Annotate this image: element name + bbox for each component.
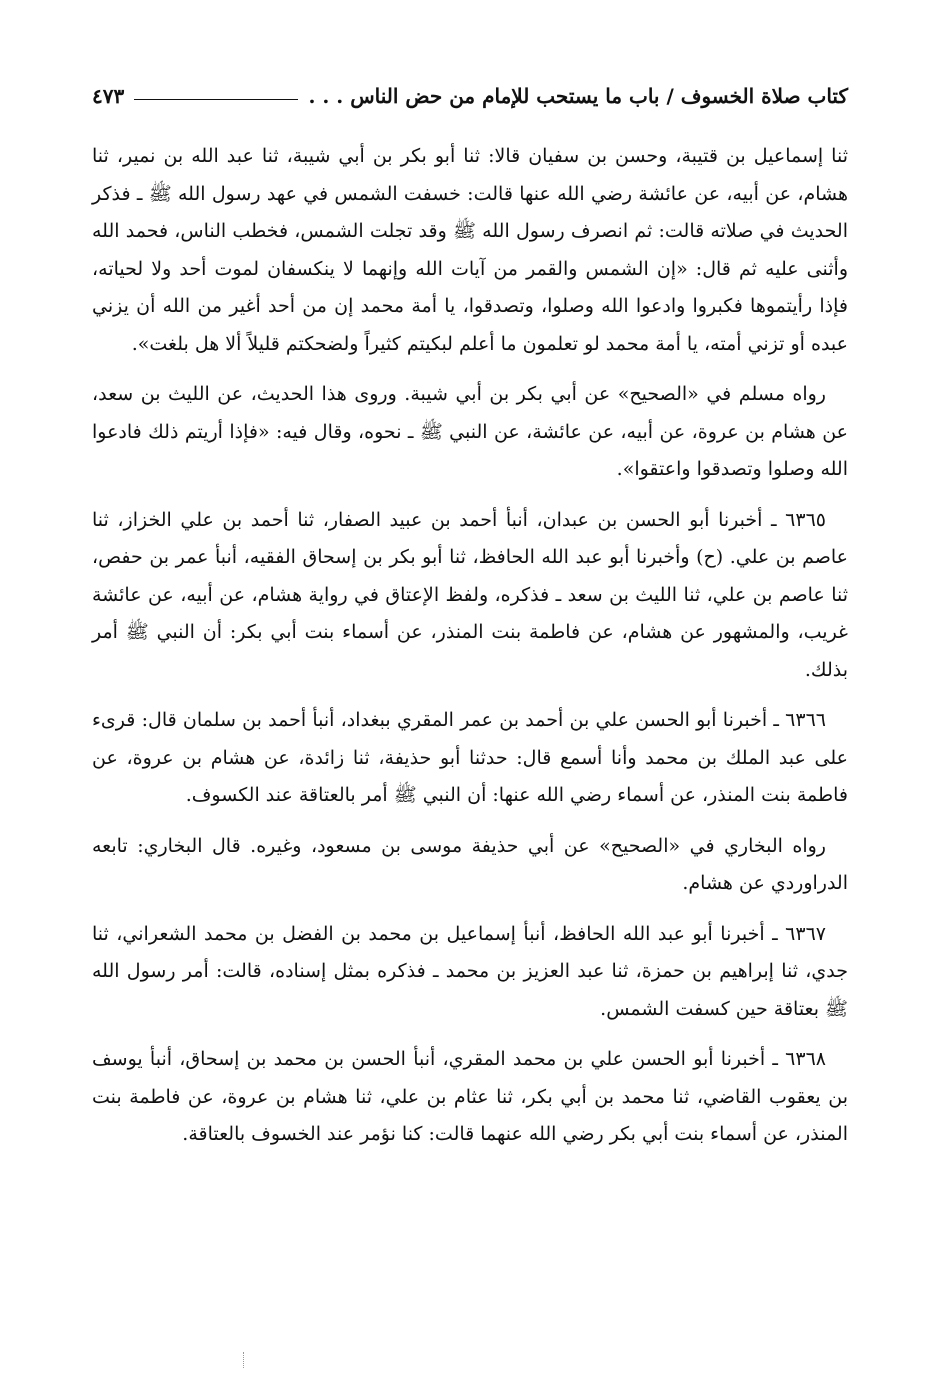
paragraph-bukhari-narration: رواه البخاري في «الصحيح» عن أبي حذيفة موسى بن مسعود، وغيره. قال البخاري: تابعه الدراوردي عن هشام. bbox=[92, 834, 848, 894]
page-number: ٤٧٣ bbox=[92, 84, 125, 108]
paragraph-hadith-6365: ٦٣٦٥ ـ أخبرنا أبو الحسن بن عبدان، أنبأ أحمد بن عبيد الصفار، ثنا أحمد بن علي الخزاز، ثنا عاصم بن علي. (ح) وأخبرنا أبو عبد الله الحافظ، ثنا أبو بكر بن إسحاق الفقيه، أنبأ عمر بن حفص، ثنا عاصم بن علي، ثنا الليث بن سعد ـ فذكره، ولفظ الإعتاق في رواية هشام، عن أبيه، عن عائشة غريب، والمشهور عن هشام، عن فاطمة بنت المنذر، عن أسماء بنت أبي بكر: أن النبي ﷺ أمر بذلك. bbox=[92, 508, 848, 681]
paragraph-hadith-6368: ٦٣٦٨ ـ أخبرنا أبو الحسن علي بن محمد المقري، أنبأ الحسن بن محمد بن إسحاق، أنبأ يوسف بن يعقوب القاضي، ثنا محمد بن أبي بكر، ثنا عثام بن علي، ثنا هشام بن عروة، عن فاطمة بنت المنذر، عن أسماء بنت أبي بكر رضي الله عنهما قالت: كنا نؤمر عند الخسوف بالعتاقة. bbox=[92, 1048, 848, 1145]
paragraph-muslim-narration: رواه مسلم في «الصحيح» عن أبي بكر بن أبي شيبة. وروى هذا الحديث، عن الليث بن سعد، عن هشام بن عروة، عن أبيه، عن عائشة، عن النبي ﷺ ـ نحوه، وقال فيه: «فإذا أريتم ذلك فادعوا الله وصلوا وتصدقوا واعتقوا». bbox=[92, 383, 848, 480]
paragraph-hadith-6367: ٦٣٦٧ ـ أخبرنا أبو عبد الله الحافظ، أنبأ إسماعيل بن محمد بن الفضل بن محمد الشعراني، ثنا جدي، ثنا إبراهيم بن حمزة، ثنا عبد العزيز بن محمد ـ فذكره بمثل إسناده، قالت: أمر رسول الله ﷺ بعتاقة حين كسفت الشمس. bbox=[92, 922, 848, 1020]
paragraph-hadith-text: ثنا إسماعيل بن قتيبة، وحسن بن سفيان قالا: ثنا أبو بكر بن أبي شيبة، ثنا عبد الله بن نمير، ثنا هشام، عن أبيه، عن عائشة رضي الله عنها قالت: خسفت الشمس في عهد رسول الله ﷺ ـ فذكر الحديث في صلاته قالت: ثم انصرف رسول الله ﷺ وقد تجلت الشمس، فخطب الناس، فحمد الله وأثنى عليه ثم قال: «إن الشمس والقمر من آيات الله وإنهما لا ينكسفان لموت أحد ولا لحياته، فإذا رأيتموها فكبروا وادعوا الله وصلوا، وتصدقوا، يا أمة محمد إن من أحد أغير من الله أن يزني عبده أو تزني أمته، يا أمة محمد لو تعلمون ما أعلم لبكيتم كثيراً ولضحكتم قليلاً ألا هل بلغت». bbox=[92, 145, 848, 355]
paragraph-hadith-6366: ٦٣٦٦ ـ أخبرنا أبو الحسن علي بن أحمد بن عمر المقري ببغداد، أنبأ أحمد بن سلمان قال: قرىء على عبد الملك بن محمد وأنا أسمع قال: حدثنا أبو حذيفة، ثنا زائدة، عن هشام بن عروة، عن فاطمة بنت المنذر، عن أسماء رضي الله عنها: أن النبي ﷺ أمر بالعتاقة عند الكسوف. bbox=[92, 709, 848, 806]
book-page bbox=[92, 76, 848, 1167]
running-title: كتاب صلاة الخسوف / باب ما يستحب للإمام من حض الناس . . . bbox=[308, 84, 848, 108]
header-rule bbox=[134, 99, 298, 100]
running-header bbox=[92, 76, 848, 116]
scan-mark bbox=[243, 1352, 244, 1368]
body-text bbox=[92, 138, 848, 1154]
